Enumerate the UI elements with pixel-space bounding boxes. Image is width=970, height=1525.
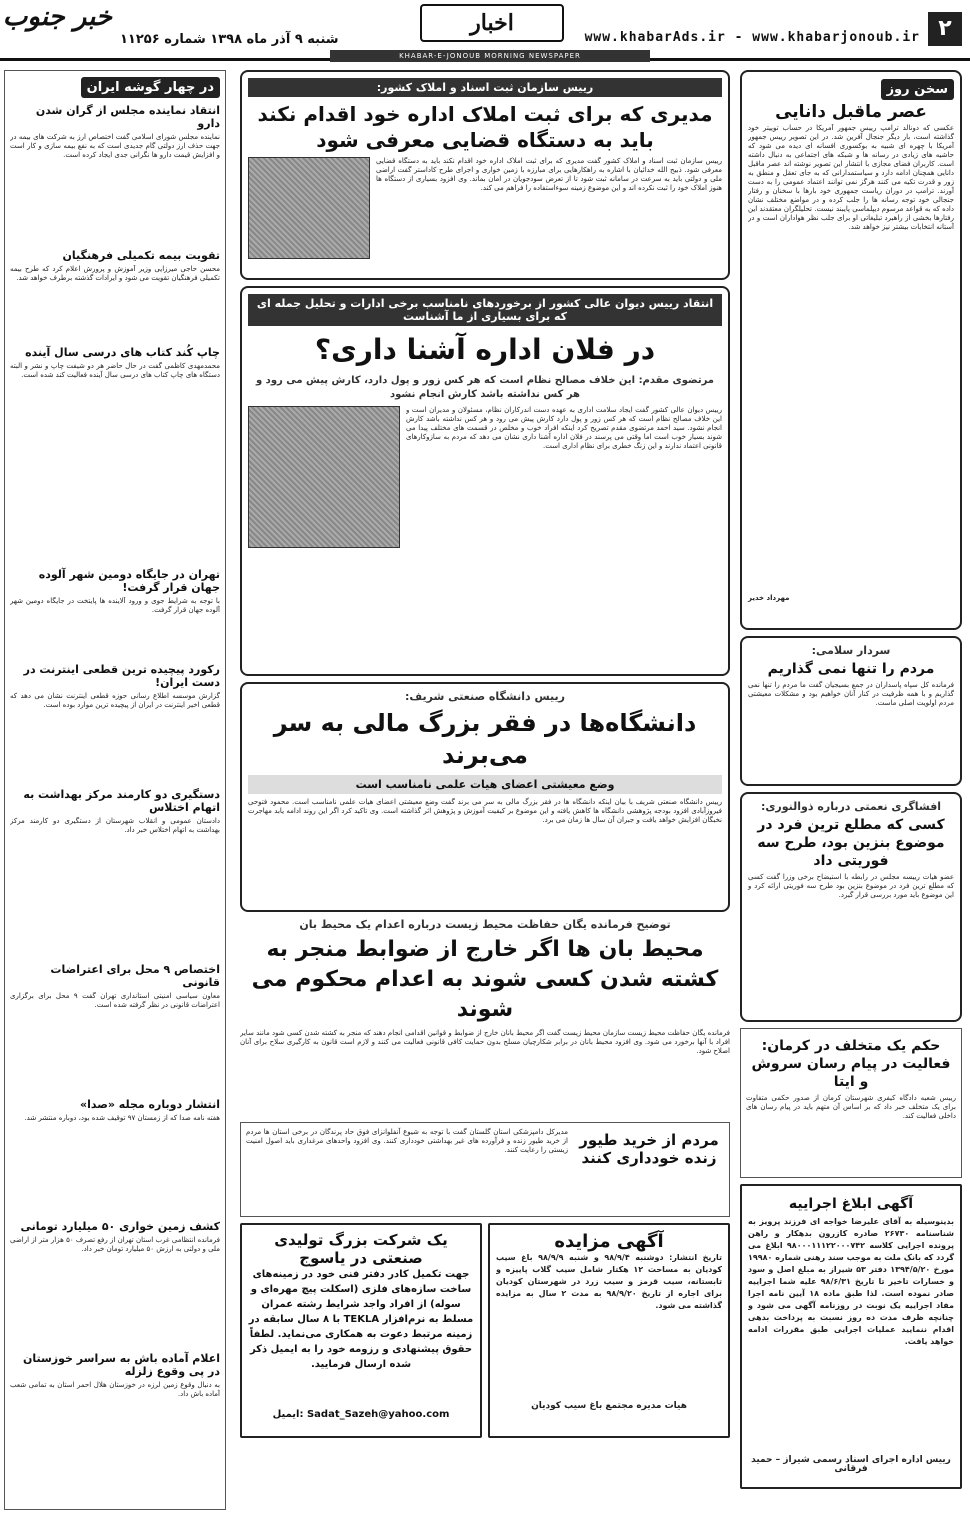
middle-column: [240, 70, 730, 1438]
province-item: [10, 568, 220, 657]
ranger-title: محیط بان ها اگر خارج از ضوابط منجر به کشته شدن کسی شوند به اعدام محکوم می شوند: [251, 937, 719, 1022]
province-item: [10, 346, 220, 562]
left-column: [4, 70, 226, 1510]
province-item-title: کشف زمین خواری ۵۰ میلیارد تومانی: [20, 1220, 220, 1233]
logo-text: خبر جنوب: [2, 2, 112, 32]
dateline: شنبه ۹ آذر ماه ۱۳۹۸ شماره ۱۱۲۵۶: [120, 32, 339, 47]
court-body: رییس دیوان عالی کشور گفت ایجاد سلامت اداری به عهده دست اندرکاران نظام، مسئولان و مدیران است و این خلاف مصالح نظام است که هر کس زور و پول دارد کارش پیش می رود و هر کس نداشته باشد کارش انجام نشود. سید احمد مرتضوی مقدم تصریح کرد اینکه افراد خوب و مخلص در قسمت های مختلف پیدا می شوند بسیار خوب است اما وقتی می پرسند در فلان اداره آشنا داری نشان می دهد که مردم به سازوکارهای قانونی اعتماد ندارند و این زنگ خطری برای نظام اداری است.: [406, 406, 722, 450]
notice-body: بدینوسیله به آقای علیرضا خواجه ای فرزند پرویز به شناسنامه ۲۶۷۳۰ صادره کازرون بدهکار و راهن پرونده اجرایی کلاسه ۹۸۰۰۰۱۱۱۲۲۰۰۰۷۴۲ ابلاغ می گردد که بانک ملت به موجب سند رهنی شماره ۱۹۹۸۰ مورخ ۱۳۹۴/۵/۲۰ دفتر ۵۳ شیراز به مبلغ اصل و سود و خسارات تاخیر تا تاریخ ۹۸/۶/۳۱ علیه شما اجراییه صادر نموده است. لذا طبق ماده ۱۸ آیین نامه اجرا مفاد اجراییه یک نوبت در روزنامه آگهی می شود و چنانچه ظرف مدت ده روز نسبت به پرداخت بدهی اقدام ننمایید عملیات اجرایی طبق مقررات ادامه خواهد یافت.: [748, 1217, 954, 1346]
province-item-title: اعلام آماده باش به سراسر خوزستان در پی وقوع زلزله: [22, 1352, 220, 1378]
notice-box: [740, 1184, 962, 1489]
province-item: [10, 104, 220, 243]
english-tagline: KHABAR-E-JONOUB MORNING NEWSPAPER: [330, 50, 650, 62]
nemati-kicker: افشاگری نعمتی درباره ذوالنوری:: [760, 800, 942, 813]
province-item-title: دستگیری دو کارمند مرکز بهداشت به اتهام اختلاس: [23, 788, 220, 814]
job-email[interactable]: ایمیل: Sadat_Sazeh@yahoo.com: [272, 1409, 450, 1420]
auction-sign: هیات مدیره مجتمع باغ سیب کودیان: [531, 1401, 687, 1411]
province-item-body: فرمانده انتظامی غرب استان تهران از رفع تصرف ۵۰ هزار متر از اراضی ملی و دولتی به ارزش ۵۰ میلیارد تومان خبر داد.: [10, 1236, 220, 1253]
university-kicker: رییس دانشگاه صنعتی شریف:: [405, 690, 565, 703]
salami-kicker: سردار سلامی:: [811, 644, 891, 657]
province-item-title: اختصاص ۹ محل برای اعتراضات قانونی: [50, 963, 220, 989]
province-item: [10, 663, 220, 782]
registry-kicker: رییس سازمان ثبت اسناد و املاک کشور:: [248, 78, 722, 97]
province-item-title: انتشار دوباره مجله «صدا»: [80, 1098, 220, 1111]
province-item: [10, 1352, 220, 1471]
province-item: [10, 963, 220, 1092]
province-item: [10, 1098, 220, 1214]
nemati-box: [740, 792, 962, 1022]
province-item: [10, 788, 220, 957]
province-item-title: تهران در جایگاه دومین شهر آلوده جهان قرار گرفت!: [38, 568, 220, 594]
poultry-title: مردم از خرید طیور زنده خودداری کنند: [579, 1131, 719, 1167]
editorial-title: عصر ماقبل دانایی: [775, 102, 927, 122]
province-item-body: محسن حاجی میرزایی وزیر آموزش و پرورش اعلام کرد که طرح بیمه تکمیلی فرهنگیان تقویت می شود و ایرادات گذشته برطرف خواهد شد.: [10, 265, 220, 282]
province-item: [10, 249, 220, 340]
auction-body: تاریخ انتشار: دوشنبه ۹۸/۹/۴ و شنبه ۹۸/۹/۹ باغ سیب کودیان به مساحت ۱۲ هکتار شامل سیب گلاب پاییزه و تابستانه، سیب قرمز و سیب زرد در شهرستان کودیان برای اجاره از تاریخ ۹۸/۹/۲۰ به مدت ۲ سال به مزایده گذاشته می شود.: [496, 1253, 722, 1310]
job-ad: [240, 1223, 482, 1438]
province-item-title: رکورد پیچیده ترین قطعی اینترنت در دست ایران!: [23, 663, 220, 689]
court-title: در فلان اداره آشنا داری؟: [314, 333, 656, 366]
kerman-body: رییس شعبه دادگاه کیفری شهرستان کرمان از صدور حکمی متفاوت برای یک متخلف خبر داد که بر اساس آن متهم باید در پیام رسان های داخلی فعالیت کند.: [746, 1094, 956, 1120]
province-item-body: نماینده مجلس شورای اسلامی گفت اختصاص ارز به شرکت های بیمه در جهت حذف ارز دولتی گام جدیدی است که به نفع بیمه سازی و کار است و افزایش قیمت دارو ها نگرانی جدی ایجاد کرده است.: [10, 133, 220, 159]
editorial-box: [740, 70, 962, 630]
salami-body: فرمانده کل سپاه پاسداران در جمع بسیجیان گفت ما مردم را تنها نمی گذاریم و با همه ظرفیت در کنار آنان خواهیم بود و مشکلات معیشتی مردم اولویت اصلی ماست.: [748, 681, 954, 707]
newspaper-logo: [2, 2, 112, 52]
provinces-box: [4, 70, 226, 1510]
editorial-label: سخن روز: [881, 79, 954, 100]
province-item-body: معاون سیاسی امنیتی استانداری تهران گفت ۹ محل برای برگزاری اعتراضات قانونی در نظر گرفته شده است.: [10, 992, 220, 1009]
kerman-box: [740, 1028, 962, 1178]
province-item-title: انتقاد نماینده مجلس از گران شدن دارو: [35, 104, 220, 130]
nemati-body: عضو هیات رییسه مجلس در رابطه با استیضاح برخی وزرا گفت کسی که مطلع ترین فرد در موضوع بنزین بود طرح سه فوریتی ارائه کرد و این موضوع باید مورد بررسی قرار گیرد.: [748, 873, 954, 899]
auction-ad: [488, 1223, 730, 1438]
article-court: [240, 286, 730, 676]
university-subtitle: وضع معیشتی اعضای هیات علمی نامناسب است: [248, 775, 722, 794]
site-urls[interactable]: www.khabarAds.ir - www.khabarjonoub.ir: [584, 30, 920, 45]
ranger-kicker: توضیح فرمانده یگان حفاظت محیط زیست درباره اعدام یک محیط بان: [299, 918, 671, 931]
salami-box: [740, 636, 962, 786]
court-kicker: انتقاد رییس دیوان عالی کشور از برخوردهای نامناسب برخی ادارات و تحلیل جمله ای که برای بسیاری از ما آشناست: [248, 294, 722, 326]
registry-title: مدیری که برای ثبت املاک اداره خود اقدام نکند باید به دستگاه قضایی معرفی شود: [257, 102, 713, 152]
province-item-title: تقویت بیمه تکمیلی فرهنگیان: [62, 249, 220, 262]
province-item: [10, 1220, 220, 1346]
ads-row: [240, 1223, 730, 1438]
province-item-body: دادستان عمومی و انقلاب شهرستان از دستگیری دو کارمند مرکز بهداشت به اتهام اختلاس خبر داد.: [10, 817, 220, 834]
article-poultry: [240, 1122, 730, 1217]
section-title: اخبار: [420, 4, 564, 42]
registry-photo: [248, 157, 370, 259]
provinces-list: [10, 104, 220, 1471]
province-item-title: چاپ کُند کتاب های درسی سال آینده: [25, 346, 220, 359]
salami-title: مردم را تنها نمی گذاریم: [767, 661, 935, 677]
editorial-author: مهرداد خدیر: [748, 594, 790, 602]
right-column: [740, 70, 962, 1489]
province-item-body: محمدمهدی کاظمی گفت در حال حاضر هر دو شیفت چاپ و نشر و البته دستگاه های چاپ کتاب های درسی سال آینده فعالیت کند شده است.: [10, 362, 220, 379]
province-item-body: گزارش موسسه اطلاع رسانی حوزه قطعی اینترنت نشان می دهد که قطعی اخیر اینترنت در ایران از پیچیده ترین موارد بوده است.: [10, 692, 220, 709]
university-title: دانشگاه‌ها در فقر بزرگ مالی به سر می‌برند: [273, 709, 697, 769]
university-body: رییس دانشگاه صنعتی شریف با بیان اینکه دانشگاه ها در فقر بزرگ مالی به سر می برند گفت وضع معیشتی اعضای هیات علمی نامناسب است. محمود فتوحی فیروزآبادی افزود بودجه پژوهشی دانشگاه ها کاهش یافته و این موضوع بر کیفیت آموزش و پژوهش اثر گذاشته است. وی تاکید کرد اگر این روند ادامه یابد مهاجرت نخبگان افزایش خواهد یافت و جبران آن سال ها زمان می برد.: [248, 798, 722, 824]
nemati-title: کسی که مطلع ترین فرد در موضوع بنزین بود، طرح سه فوریتی داد: [757, 817, 945, 869]
job-title: یک شرکت بزرگ تولیدی صنعتی در یاسوج: [274, 1231, 448, 1267]
court-subtitle: مرتضوی مقدم: این خلاف مصالح نظام است که هر کس زور و پول دارد، کارش پیش می رود و هر کس نداشته باشد کارش انجام نشود: [255, 375, 714, 400]
job-body: جهت تکمیل کادر دفتر فنی خود در زمینه‌های ساخت سازه‌های فلزی (اسکلت پیچ مهره‌ای و سوله) از افراد واجد شرایط رشته عمران مسلط به نرم‌افزار TEKLA با ۸ سال سابقه در زمینه مرتبط دعوت به همکاری می‌نماید. لطفاً حقوق پیشنهادی و رزومه خود را به ایمیل ذکر شده ارسال فرمایید.: [248, 1269, 474, 1370]
article-university: [240, 682, 730, 912]
ranger-body: فرمانده یگان حفاظت محیط زیست سازمان محیط زیست گفت اگر محیط بانان خارج از ضوابط و قوانین اقدامی انجام دهند که منجر به کشته شدن کسی شود مانند سایر افراد با آنها برخورد می شود. وی افزود محیط بانان در برابر شکارچیان مسلح بدون حمایت کافی قانونی فعالیت می کنند و لازم است قانون به کارگیری سلاح برای آنان اصلاح شود.: [240, 1029, 730, 1055]
registry-body: رییس سازمان ثبت اسناد و املاک کشور گفت مدیری که برای ثبت املاک اداره خود اقدام نکند باید به دستگاه قضایی معرفی شود. ذبیح الله خدائیان با اشاره به راهکارهایی برای مبارزه با زمین خواری و اجرای طرح کاداستر گفت اراضی ملی و دولتی باید به سرعت در سامانه ثبت شود تا از تعرض سودجویان در امان بماند. وی افزود بسیاری از دستگاه ها هنوز املاک خود را ثبت نکرده اند و این موضوع زمینه سوءاستفاده را فراهم می کند.: [376, 157, 722, 192]
auction-title: آگهی مزایده: [554, 1231, 664, 1252]
province-item-body: هفته نامه صدا که از زمستان ۹۷ توقیف شده بود، دوباره منتشر شد.: [24, 1114, 220, 1122]
poultry-body: مدیرکل دامپزشکی استان گلستان گفت با توجه به شیوع آنفلوانزای فوق حاد پرندگان در برخی استان ها مردم از خرید طیور زنده و فرآورده های غیر بهداشتی خودداری کنند. وی افزود واحدهای مرغداری باید اصول امنیت زیستی را رعایت کنند.: [246, 1128, 568, 1154]
page-number: ۲: [928, 12, 962, 46]
court-photo: [248, 406, 400, 548]
kerman-title: حکم یک متخلف در کرمان: فعالیت در پیام رسان سروش و ایتا: [751, 1038, 951, 1090]
article-registry: [240, 70, 730, 280]
provinces-label: در چهار گوشه ایران: [81, 77, 220, 98]
notice-title: آگهی ابلاغ اجراییه: [788, 1196, 914, 1212]
article-ranger: [240, 918, 730, 1118]
province-item-body: به دنبال وقوع زمین لرزه در خوزستان هلال احمر استان به تمامی شعب آماده باش داد.: [10, 1381, 220, 1398]
province-item-body: با توجه به شرایط جوی و ورود آلاینده ها پایتخت در جایگاه دومین شهر آلوده جهان قرار گرفت.: [10, 597, 220, 614]
notice-sign: رییس اداره اجرای اسناد رسمی شیراز – حمید فرقانی: [751, 1455, 951, 1474]
editorial-body: عکسی که دونالد ترامپ رییس جمهور آمریکا در حساب توییتر خود گذاشته است، بار دیگر جنجال آفرین شد. در این تصویر رییس جمهور آمریکا با چهره ای شبیه به بوکسوری افسانه ای دیده می شود که حاشیه های زیادی در رسانه ها و شبکه های اجتماعی به دنبال داشته است. کاربران فضای مجازی با انتشار این تصویر نوشته اند عصر ماقبل دانایی همچنان ادامه دارد و سیاستمدارانی که به جای تعقل و منطق به زور و قدرت تکیه می کنند هرگز نمی توانند اعتماد عمومی را به دست آورند. ترامپ در دوران ریاست جمهوری خود بارها با سخنان و رفتار جنجالی خود توجه رسانه ها را جلب کرده و در مواضع مختلف نشان داده که به قواعد مرسوم دیپلماسی پایبند نیست. تحلیلگران معتقدند این رفتارها بخشی از راهبرد تبلیغاتی او برای جلب نظر هواداران است و در آستانه انتخابات بیشتر نیز خواهد شد.: [748, 124, 954, 231]
